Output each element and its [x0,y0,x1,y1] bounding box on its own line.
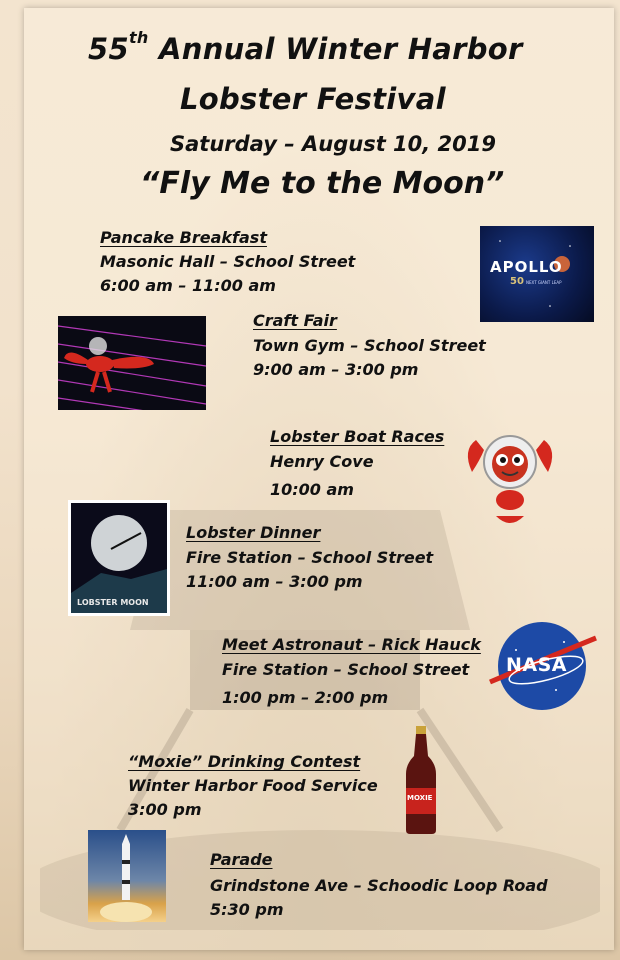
event-time: 6:00 am – 11:00 am [100,276,276,295]
event-time: 10:00 am [270,480,354,499]
event-name-lobster-dinner: Lobster Dinner [186,523,321,542]
apollo-50-label: 50 [510,276,524,287]
event-time: 1:00 pm – 2:00 pm [222,688,389,707]
nasa-label: NASA [506,654,567,676]
festival-theme: “Fly Me to the Moon” [140,166,505,201]
event-name-craft-fair: Craft Fair [253,311,337,330]
moxie-bottle-image [402,726,440,834]
event-name-moxie-drinking-contest: “Moxie” Drinking Contest [128,752,361,771]
lobster-moon-image [68,500,170,616]
event-time: 9:00 am – 3:00 pm [253,360,419,379]
event-location: Town Gym – School Street [253,336,486,355]
apollo-tagline: NEXT GIANT LEAP [526,280,562,285]
event-time: 11:00 am – 3:00 pm [186,572,363,591]
festival-title-line2: Lobster Festival [180,82,446,116]
title-rest: Annual Winter Harbor [159,32,523,66]
event-name-lobster-boat-races: Lobster Boat Races [270,427,445,446]
event-location: Fire Station – School Street [186,548,434,567]
event-location: Masonic Hall – School Street [100,252,356,271]
event-name-parade: Parade [210,850,273,869]
event-location: Henry Cove [270,452,374,471]
lobster-moon-caption: LOBSTER MOON [77,598,149,607]
apollo-50-image [480,226,594,322]
space-lobster-image [58,316,206,410]
event-time: 3:00 pm [128,800,202,819]
event-name-pancake-breakfast: Pancake Breakfast [100,228,267,247]
nasa-logo [486,620,598,712]
event-location: Fire Station – School Street [222,660,470,679]
title-ordinal-suffix: th [128,28,149,47]
event-time: 5:30 pm [210,900,284,919]
saturn-v-launch-image [88,830,166,922]
moxie-label: MOXIE [407,794,433,802]
astronaut-lobster-cartoon [458,420,562,528]
apollo-label: APOLLO [490,258,563,276]
festival-title-line1 [88,28,523,66]
event-location: Grindstone Ave – Schoodic Loop Road [210,876,548,895]
event-name-meet-astronaut: Meet Astronaut – Rick Hauck [222,635,481,654]
title-number: 55 [88,32,129,66]
event-location: Winter Harbor Food Service [128,776,378,795]
festival-date: Saturday – August 10, 2019 [170,132,497,156]
